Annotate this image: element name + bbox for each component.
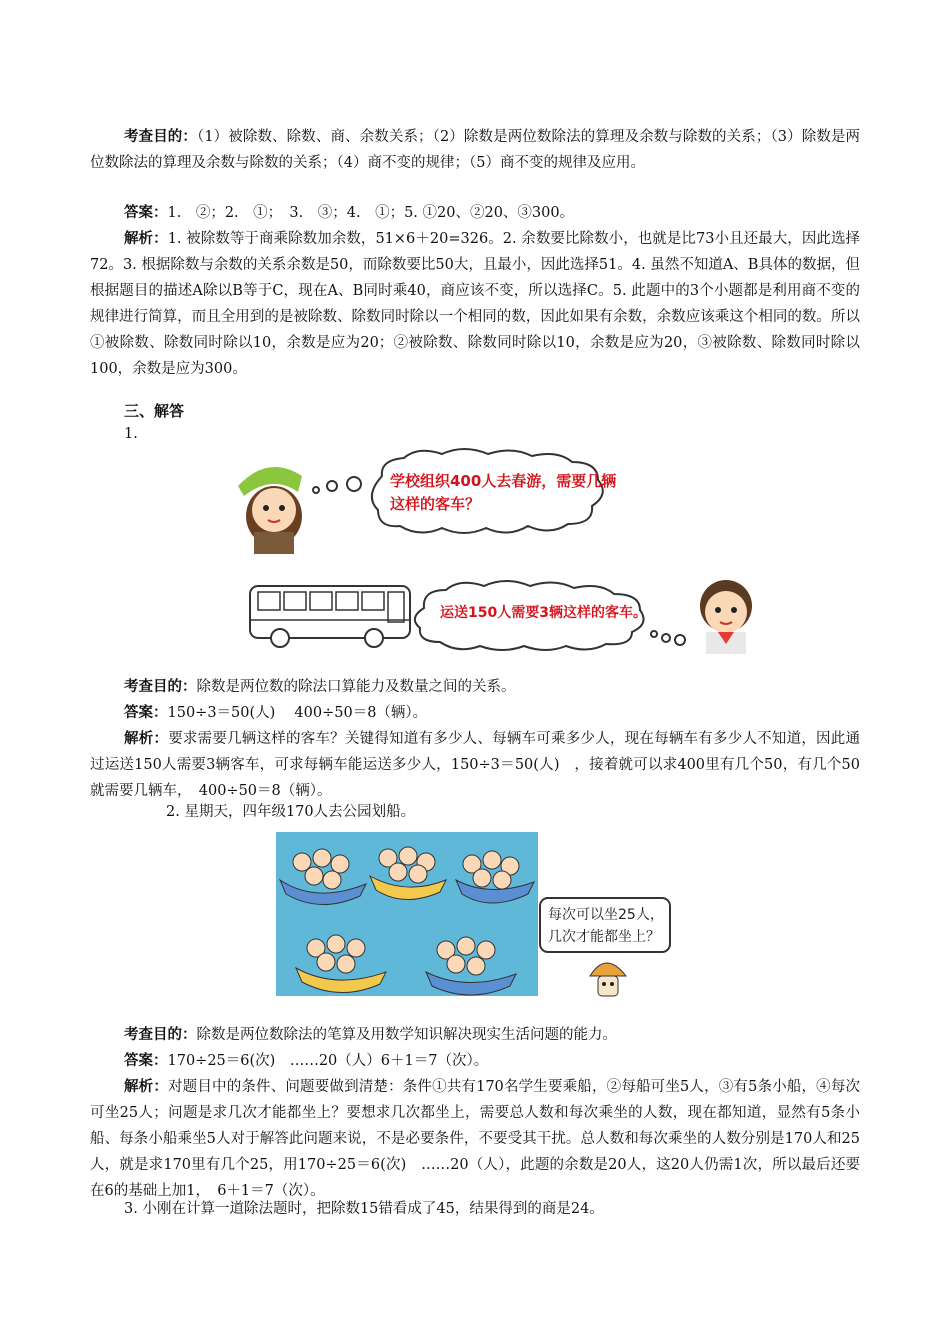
purpose-label: 考查目的： — [124, 1026, 197, 1043]
girl-speech-bubble — [372, 449, 603, 533]
thought-dot-icon — [327, 481, 337, 491]
analysis-paragraph-q2 — [90, 1074, 860, 1204]
thought-dot-icon — [313, 487, 319, 493]
mushroom-bubble-line-1: 每次可以坐25人， — [548, 907, 664, 923]
answer-text: 150÷3＝50(人) 400÷50＝8（辆）。 — [167, 705, 428, 721]
section-heading: 三、解答 — [124, 402, 185, 420]
thought-dot-icon — [675, 635, 685, 645]
purpose-paragraph-q1 — [90, 674, 860, 700]
girl-thought-illustration — [232, 446, 652, 554]
girl-bubble-line-2: 这样的客车？ — [390, 495, 481, 513]
analysis-text: 对题目中的条件、问题要做到清楚：条件①共有170名学生要乘船，②每船可坐5人，③有5条小船，④每次可坐25人；问题是求几次才能都坐上？要想求几次都坐上，需要总人数和每次乘坐的人数，现在都知道，显然有5条小船、每条小船乘坐5人对于解答此问题来说，不是必要条件，不要受其干扰。总人数和每次乘坐的人数分别是170人和25人，就是求170里有几个25，用170÷25＝6(次) ……20（人），此题的余数是20人，这20人仍需1次，所以最后还要在6的基础上加1， 6＋1＝7（次）。 — [90, 1079, 861, 1199]
thought-dot-icon — [662, 634, 670, 642]
purpose-paragraph-1 — [90, 124, 860, 176]
mushroom-icon — [590, 963, 626, 996]
answer-text: 1. ②；2. ①； 3. ③；4. ①；5. ①20、②20、③300。 — [167, 205, 575, 221]
analysis-text: 1. 被除数等于商乘除数加余数，51×6＋20=326。2. 余数要比除数小，也就是比73小且还最大，因此选择72。3. 根据除数与余数的关系余数是50，而除数要比50大，且最小，因此选择51。4. 虽然不知道A、B具体的数据，但根据题目的描述A除以B等于C，现在A、B同时乘40，商应该不变，所以选择C。5. 此题中的3个小题都是利用商不变的规律进行简算，而且全用到的是被除数、除数同时除以一个相同的数，因此如果有余数，余数应该乘这个相同的数。所以①被除数、除数同时除以10，余数是应为20；②被除数、除数同时除以10，余数是应为20，③被除数、除数同时除以100，余数是应为300。 — [90, 231, 861, 377]
answer-text: 170÷25＝6(次) ……20（人）6＋1＝7（次）。 — [167, 1053, 489, 1069]
purpose-label: 考查目的： — [124, 128, 197, 145]
answer-paragraph-1 — [90, 200, 860, 226]
purpose-text: 除数是两位数除法的笔算及用数学知识解决现实生活问题的能力。 — [196, 1027, 617, 1043]
purpose-label: 考查目的： — [124, 678, 197, 695]
question-2: 2. 星期天，四年级170人去公园划船。 — [166, 804, 416, 820]
answer-label: 答案： — [124, 704, 168, 721]
answer-label: 答案： — [124, 1052, 168, 1069]
mushroom-bubble-line-2: 几次才能都坐上？ — [548, 929, 660, 945]
bus-boy-illustration — [244, 572, 764, 654]
answer-paragraph-q1 — [90, 700, 860, 726]
boating-illustration — [276, 832, 676, 1004]
question-number-1: 1. — [124, 426, 138, 442]
boy-icon — [700, 580, 752, 654]
purpose-text: （1）被除数、除数、商、余数关系；（2）除数是两位数除法的算理及余数与除数的关系；（3）除数是两位数除法的算理及余数与除数的关系；（4）商不变的规律；（5）商不变的规律及应用。 — [90, 129, 861, 171]
girl-bubble-line-1: 学校组织400人去春游，需要几辆 — [390, 472, 617, 490]
answer-label: 答案： — [124, 204, 168, 221]
analysis-text: 要求需要几辆这样的客车？关键得知道有多少人、每辆车可乘多少人，现在每辆车有多少人不知道，因此通过运送150人需要3辆客车，可求每辆车能运送多少人，150÷3＝50(人) ，接着就可以求400里有几个50，有几个50就需要几辆车， 400÷50＝8（辆）。 — [90, 731, 861, 799]
thought-dot-icon — [651, 631, 657, 637]
bus-icon — [250, 586, 410, 647]
analysis-label: 解析： — [124, 730, 169, 747]
answer-paragraph-q2 — [90, 1048, 860, 1074]
boy-bubble-text: 运送150人需要3辆这样的客车。 — [440, 605, 647, 621]
question-3: 3. 小刚在计算一道除法题时，把除数15错看成了45，结果得到的商是24。 — [124, 1201, 604, 1217]
purpose-paragraph-q2 — [90, 1022, 860, 1048]
purpose-text: 除数是两位数的除法口算能力及数量之间的关系。 — [196, 679, 516, 695]
analysis-label: 解析： — [124, 230, 168, 247]
analysis-label: 解析： — [124, 1078, 169, 1095]
analysis-paragraph-1 — [90, 226, 860, 382]
girl-icon — [238, 467, 302, 554]
analysis-paragraph-q1 — [90, 726, 860, 804]
thought-dot-icon — [347, 477, 361, 491]
